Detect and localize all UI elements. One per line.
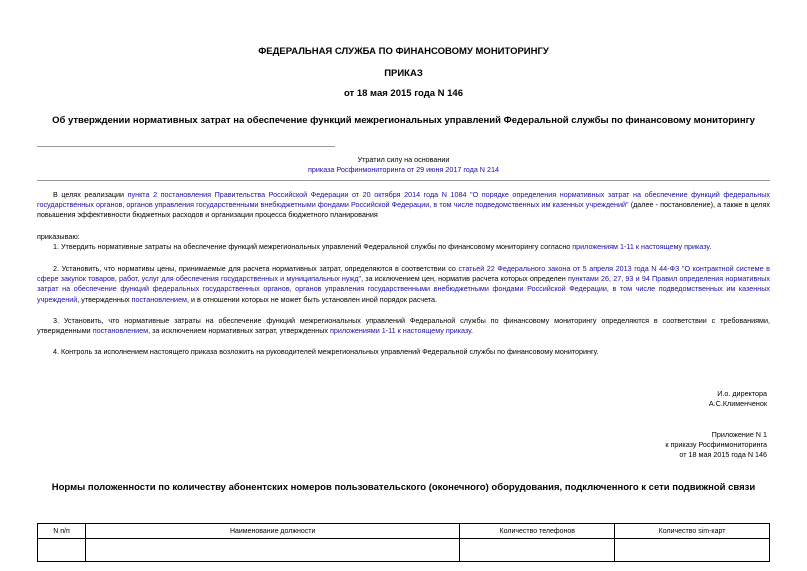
table-header-row: [38, 524, 770, 539]
decree-link-2[interactable]: постановлением: [92, 326, 149, 336]
rules-points-link[interactable]: пунктами 26, 27, 93 и 94 Правил определения нормативных затрат на обеспечение функций федеральных государственных органов, органов управления государственными внебюджетными фондами Российской Федерации, в том числе подведомственных им казенных учреждений: [37, 274, 770, 304]
col-phones-header: Количество телефонов: [460, 524, 615, 539]
repeal-order-link[interactable]: приказа Росфинмониторинга от 29 июня 2017 года N 214: [308, 165, 499, 174]
decree-link[interactable]: постановлением: [131, 294, 188, 304]
item-1: 1. Утвердить нормативные затраты на обеспечение функций межрегиональных управлений Федеральной службы по финансовому мониторингу согласно приложениям 1-11 к настоящему приказу.: [53, 242, 712, 251]
divider-bottom: [37, 180, 770, 181]
col-sims-header: Количество sim-карт: [615, 524, 770, 539]
intro-paragraph: В целях реализации пункта 2 постановления Правительства Российской Федерации от 20 октября 2014 года N 1084 "О порядке определения нормативных затрат на обеспечение функций федеральных государственных органов, органов управления государственными внебюджетными фондами Российской Федерации, в том числе подведомственных им казенных учреждений" (далее - постановление), а также в целях повышения эффективности бюджетных расходов и организации процесса бюджетного планирования: [37, 190, 770, 220]
appendix-number: Приложение N 1: [711, 430, 767, 439]
appendices-link[interactable]: приложениям 1-11 к настоящему приказу: [572, 242, 710, 251]
col-position-header: Наименование должности: [85, 524, 459, 539]
appendices-link-2[interactable]: приложениями 1-11 к настоящему приказу: [330, 326, 472, 336]
status-block: [0, 165, 807, 175]
status-line: Утратил силу на основании: [357, 155, 450, 164]
signature-block: [709, 389, 767, 409]
divider-top: [37, 146, 335, 147]
signer-position: И.о. директора: [717, 389, 767, 398]
signer-name: А.С.Клименченок: [708, 399, 767, 408]
order-word: приказываю:: [37, 232, 80, 241]
doc-type-heading: ПРИКАЗ: [384, 68, 423, 79]
appendix-ref: к приказу Росфинмониторинга: [665, 440, 767, 449]
document-title: Об утверждении нормативных затрат на обеспечение функций межрегиональных управлений Федеральной службы по финансовому мониторингу: [52, 115, 755, 126]
appendix-title: Нормы положенности по количеству абонентских номеров пользовательского (оконечного) оборудования, подключенного к сети подвижной связи: [51, 482, 756, 493]
col-number-header: N п/п: [38, 524, 86, 539]
table-row: [38, 539, 770, 562]
appendix-block: [665, 430, 767, 460]
item-3: 3. Установить, что нормативные затраты на обеспечение функций межрегиональных управлений Федеральной службы по финансовому мониторингу определяются в соответствии с требованиями, утвержденными постановлением, за исключением нормативных затрат, утвержденных приложениями 1-11 к настоящему приказу.: [37, 316, 770, 336]
item-2: 2. Установить, что нормативы цены, принимаемые для расчета нормативных затрат, определяются в соответствии со статьей 22 Федерального закона от 5 апреля 2013 года N 44-ФЗ "О контрактной системе в сфере закупок товаров, работ, услуг для обеспечения государственных и муниципальных нужд", за исключением цен, норматив расчета которых определен пунктами 26, 27, 93 и 94 Правил определения нормативных затрат на обеспечение функций федеральных государственных органов, органов управления государственными внебюджетными фондами Российской Федерации, в том числе подведомственных им казенных учреждений, утвержденных постановлением, и в отношении которых не может быть установлен иной порядок расчета.: [37, 264, 770, 304]
agency-heading: ФЕДЕРАЛЬНАЯ СЛУЖБА ПО ФИНАНСОВОМУ МОНИТОРИНГУ: [258, 46, 549, 57]
item-4: 4. Контроль за исполнением настоящего приказа возложить на руководителей межрегиональных управлений Федеральной службы по финансовому мониторингу.: [53, 347, 599, 356]
decree-1084-link[interactable]: пункта 2 постановления Правительства Российской Федерации от 20 октября 2014 года N 1084 "О порядке определения нормативных затрат на обеспечение функций федеральных государственных органов, органов управления государственными внебюджетными фондами Российской Федерации, в том числе подведомственных им казенных учреждений": [37, 190, 770, 210]
appendix-date: от 18 мая 2015 года N 146: [679, 450, 767, 459]
norms-table: [37, 523, 770, 562]
law-44fz-link[interactable]: статьей 22 Федерального закона от 5 апреля 2013 года N 44-ФЗ "О контрактной системе в сфере закупок товаров, работ, услуг для обеспечения государственных и муниципальных нужд": [37, 264, 770, 284]
date-heading: от 18 мая 2015 года N 146: [343, 88, 464, 99]
